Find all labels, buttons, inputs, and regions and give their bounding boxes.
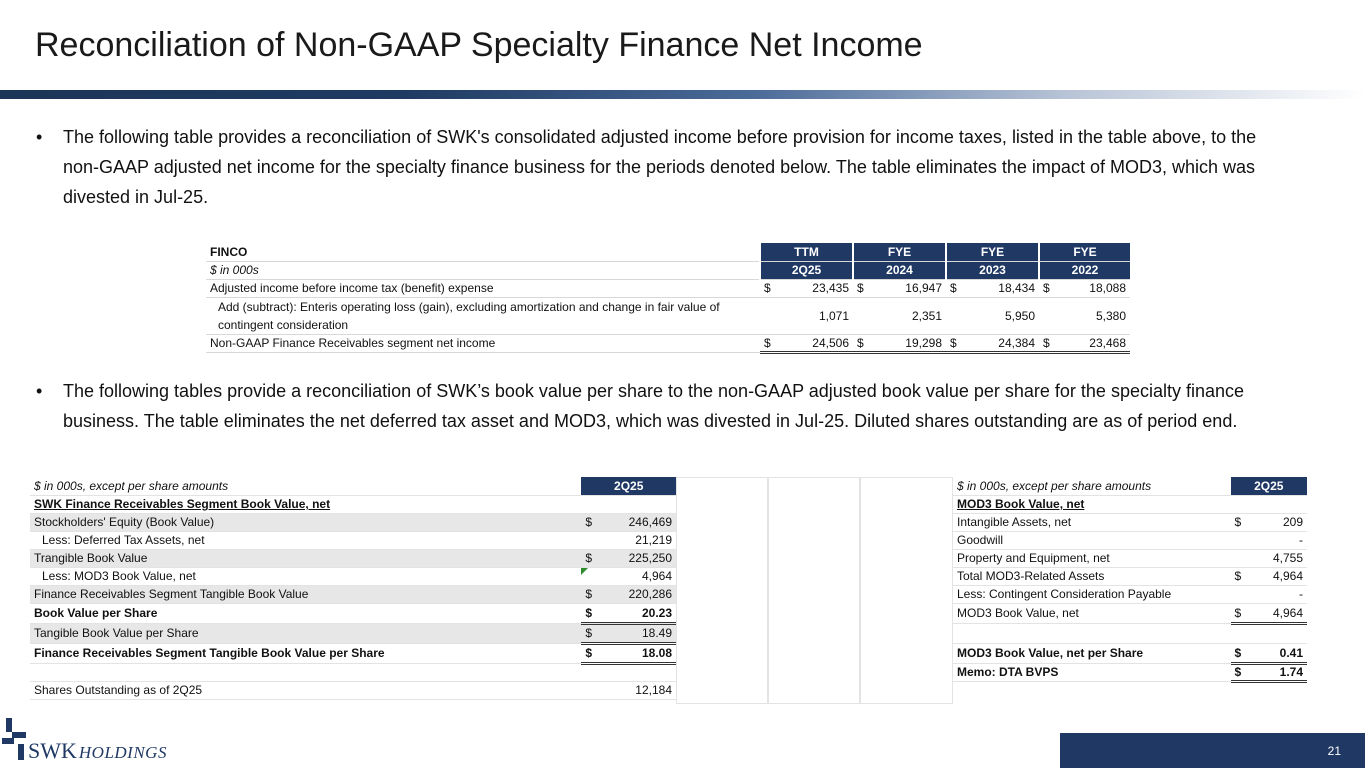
table-row (953, 567, 1307, 585)
finco-col-period: 2Q25 (760, 261, 853, 279)
currency-symbol: $ (1039, 279, 1057, 297)
table-row (30, 531, 676, 549)
cell-value: 18.49 (596, 623, 676, 643)
footer-bar (1060, 733, 1365, 768)
cell-value: 20.23 (596, 603, 676, 623)
cell-value: 16,947 (871, 279, 946, 297)
cell-value: 4,964 (1245, 567, 1307, 585)
row-label: Memo: DTA BVPS (953, 663, 1231, 681)
currency-symbol: $ (1231, 663, 1246, 681)
table-row (30, 549, 676, 567)
finco-col-period: 2022 (1039, 261, 1130, 279)
currency-symbol: $ (760, 334, 778, 352)
cell-value: 4,964 (596, 567, 676, 585)
bullet-icon: • (36, 127, 43, 147)
cell-value: 12,184 (596, 681, 676, 699)
bullet-text: The following tables provide a reconciliation of SWK’s book value per share to the non-GAAP adjusted book value per share for the specialty finance business. The table eliminates the net deferred tax asset and MOD3, which was divested in Jul-25. Diluted shares outstanding are as of period end. (63, 381, 1245, 431)
cell-value: 0.41 (1245, 643, 1307, 663)
logo-main: SWK (28, 738, 77, 763)
row-label: Less: Deferred Tax Assets, net (30, 531, 581, 549)
cell-value: 5,950 (964, 297, 1039, 334)
table-row (30, 567, 676, 585)
cell-value: 23,435 (778, 279, 853, 297)
currency-symbol: $ (760, 279, 778, 297)
cell-value: 4,964 (1245, 603, 1307, 623)
cell-value: 4,755 (1245, 549, 1307, 567)
cell-value: 246,469 (596, 513, 676, 531)
currency-symbol: $ (1039, 334, 1057, 352)
cell-value: 1,071 (778, 297, 853, 334)
row-label: Stockholders' Equity (Book Value) (30, 513, 581, 531)
table-row (30, 603, 676, 623)
table-row (953, 643, 1307, 663)
grid-column (676, 477, 768, 704)
row-label: Total MOD3-Related Assets (953, 567, 1231, 585)
currency-symbol (581, 567, 596, 585)
row-label: Adjusted income before income tax (benefit) expense (206, 279, 760, 297)
bullet-finco-intro (36, 122, 1276, 212)
row-label: Tangible Book Value per Share (30, 623, 581, 643)
cell-value: 220,286 (596, 585, 676, 603)
currency-symbol: $ (581, 603, 596, 623)
page-number: 21 (1327, 744, 1341, 758)
finco-header-row (206, 261, 1130, 279)
currency-symbol: $ (1231, 643, 1246, 663)
row-label: Goodwill (953, 531, 1231, 549)
cell-value: 225,250 (596, 549, 676, 567)
table-row (206, 297, 1130, 334)
row-label: Finance Receivables Segment Tangible Book Value (30, 585, 581, 603)
table-row (30, 623, 676, 643)
currency-symbol (1039, 297, 1057, 334)
cell-value: 18.08 (596, 643, 676, 663)
table-row (30, 663, 676, 681)
currency-symbol: $ (946, 334, 964, 352)
cell-value: 18,088 (1057, 279, 1130, 297)
mod3-book-value-table (953, 477, 1307, 683)
section-row (953, 495, 1307, 513)
finco-col-top: FYE (1039, 243, 1130, 261)
row-label: Add (subtract): Enteris operating loss (gain), excluding amortization and change in fair value of contingent consideration (206, 297, 760, 334)
currency-symbol: $ (1231, 513, 1246, 531)
section-title: SWK Finance Receivables Segment Book Value, net (30, 495, 581, 513)
currency-symbol: $ (853, 334, 871, 352)
row-label: Less: MOD3 Book Value, net (30, 567, 581, 585)
table-row (30, 513, 676, 531)
row-label: MOD3 Book Value, net (953, 603, 1231, 623)
section-row (30, 495, 676, 513)
cell-value: 209 (1245, 513, 1307, 531)
logo-sub: HOLDINGS (78, 743, 167, 762)
table-row (30, 585, 676, 603)
row-label: Less: Contingent Consideration Payable (953, 585, 1231, 603)
table-header-row (30, 477, 676, 495)
cell-value: 19,298 (871, 334, 946, 352)
row-label: Intangible Assets, net (953, 513, 1231, 531)
row-label: Shares Outstanding as of 2Q25 (30, 681, 581, 699)
currency-symbol: $ (946, 279, 964, 297)
cell-value: 2,351 (871, 297, 946, 334)
cell-value: - (1245, 531, 1307, 549)
table-row (953, 663, 1307, 681)
currency-symbol: $ (581, 623, 596, 643)
currency-symbol (1231, 531, 1246, 549)
units-label: $ in 000s, except per share amounts (30, 477, 581, 495)
cell-value: 21,219 (596, 531, 676, 549)
row-label: Finance Receivables Segment Tangible Book Value per Share (30, 643, 581, 663)
section-title: MOD3 Book Value, net (953, 495, 1231, 513)
cell-value: 23,468 (1057, 334, 1130, 352)
currency-symbol: $ (853, 279, 871, 297)
currency-symbol (853, 297, 871, 334)
finco-col-top: TTM (760, 243, 853, 261)
finco-header-row (206, 243, 1130, 261)
currency-symbol: $ (1231, 567, 1246, 585)
page-title: Reconciliation of Non-GAAP Specialty Finance Net Income (35, 26, 923, 64)
currency-symbol (1231, 549, 1246, 567)
currency-symbol (1231, 585, 1246, 603)
table-row (953, 623, 1307, 643)
currency-symbol: $ (581, 643, 596, 663)
finco-col-period: 2024 (853, 261, 946, 279)
table-row (206, 279, 1130, 297)
cell-value: - (1245, 585, 1307, 603)
row-label: Non-GAAP Finance Receivables segment net income (206, 334, 760, 352)
cell-value: 5,380 (1057, 297, 1130, 334)
row-label: Book Value per Share (30, 603, 581, 623)
currency-symbol: $ (581, 549, 596, 567)
cell-value: 1.74 (1245, 663, 1307, 681)
currency-symbol (760, 297, 778, 334)
title-divider (0, 90, 1365, 99)
grid-column (860, 477, 953, 704)
currency-symbol (581, 681, 596, 699)
currency-symbol (946, 297, 964, 334)
company-logo-text (28, 738, 167, 764)
units-label: $ in 000s, except per share amounts (953, 477, 1231, 495)
currency-symbol: $ (581, 585, 596, 603)
finco-col-top: FYE (946, 243, 1039, 261)
table-row (953, 603, 1307, 623)
currency-symbol: $ (1231, 603, 1246, 623)
finco-col-top: FYE (853, 243, 946, 261)
currency-symbol (581, 531, 596, 549)
currency-symbol: $ (581, 513, 596, 531)
row-label: MOD3 Book Value, net per Share (953, 643, 1231, 663)
cell-value: 24,506 (778, 334, 853, 352)
finco-table (206, 243, 1130, 354)
column-header: 2Q25 (1231, 477, 1307, 495)
finco-units: $ in 000s (206, 261, 760, 279)
bullet-text: The following table provides a reconciliation of SWK's consolidated adjusted income before provision for income taxes, listed in the table above, to the non-GAAP adjusted net income for the specialty finance business for the periods denoted below. The table eliminates the impact of MOD3, which was divested in Jul-25. (63, 127, 1257, 207)
table-row (953, 513, 1307, 531)
bullet-icon: • (36, 381, 43, 401)
finco-col-period: 2023 (946, 261, 1039, 279)
table-row (30, 643, 676, 663)
column-header: 2Q25 (581, 477, 676, 495)
row-label: Trangible Book Value (30, 549, 581, 567)
table-row (30, 681, 676, 699)
table-row (206, 334, 1130, 352)
cell-value: 18,434 (964, 279, 1039, 297)
row-label: Property and Equipment, net (953, 549, 1231, 567)
finco-title: FINCO (206, 243, 760, 261)
cell-value: 24,384 (964, 334, 1039, 352)
bullet-book-value-intro (36, 376, 1276, 436)
table-row (953, 549, 1307, 567)
cell-comment-marker-icon (581, 568, 588, 575)
table-row (953, 585, 1307, 603)
table-row (953, 531, 1307, 549)
grid-column (768, 477, 860, 704)
swk-book-value-table (30, 477, 676, 700)
table-header-row (953, 477, 1307, 495)
